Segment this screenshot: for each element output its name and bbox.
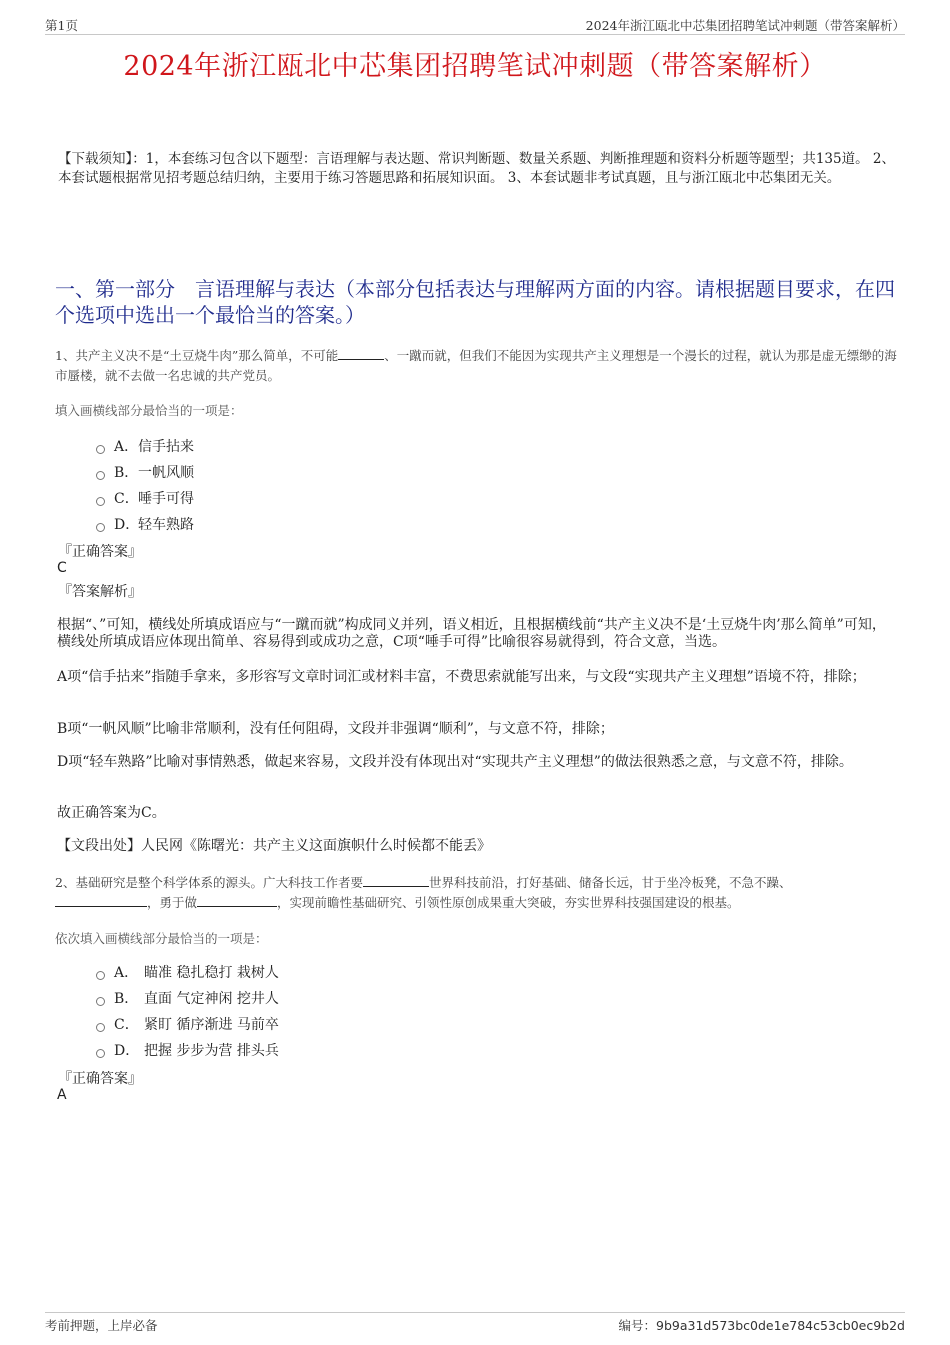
option-c[interactable]: C． 紧盯 循序渐进 马前卒 — [96, 1011, 279, 1037]
fill-blank — [55, 893, 147, 907]
fill-blank — [363, 873, 429, 887]
option-b[interactable]: B． 直面 气定神闲 挖井人 — [96, 985, 279, 1011]
radio-icon[interactable] — [96, 971, 105, 980]
question-2-text-part-d: ，实现前瞻性基础研究、引领性原创成果重大突破，夯实世界科技强国建设的根基。 — [277, 895, 740, 910]
question-2-text — [55, 873, 900, 913]
question-1-prompt: 填入画横线部分最恰当的一项是： — [55, 403, 243, 418]
analysis-conclusion: 故正确答案为C。 — [57, 805, 166, 821]
radio-icon[interactable] — [96, 445, 105, 454]
option-text: 唾手可得 — [138, 491, 194, 507]
analysis-paragraph: D项“轻车熟路”比喻对事情熟悉，做起来容易，文段并没有体现出对“实现共产主义理想”的做法很熟悉之意，与文意不符，排除。 — [57, 754, 853, 770]
question-1-text — [55, 346, 900, 386]
option-text: 紧盯 循序渐进 马前卒 — [144, 1017, 279, 1033]
question-1-options — [96, 433, 194, 537]
document-title: 2024年浙江瓯北中芯集团招聘笔试冲刺题（带答案解析） — [123, 51, 827, 82]
option-a[interactable]: A． 信手拈来 — [96, 433, 194, 459]
option-text: 信手拈来 — [138, 439, 194, 455]
option-text: 把握 步步为营 排头兵 — [144, 1043, 279, 1059]
analysis-paragraph: B项“一帆风顺”比喻非常顺利，没有任何阻碍，文段并非强调“顺利”，与文意不符，排除； — [57, 721, 614, 737]
option-c[interactable]: C． 唾手可得 — [96, 485, 194, 511]
option-text: 轻车熟路 — [138, 517, 194, 533]
fill-blank — [338, 346, 384, 360]
header-doc-title: 2024年浙江瓯北中芯集团招聘笔试冲刺题（带答案解析） — [585, 18, 905, 33]
answer-label: 『正确答案』 — [58, 1071, 142, 1087]
radio-icon[interactable] — [96, 523, 105, 532]
question-2-options — [96, 959, 279, 1063]
radio-icon[interactable] — [96, 997, 105, 1006]
code-value: 9b9a31d573bc0de1e784c53cb0ec9b2d — [656, 1318, 905, 1333]
answer-label: 『正确答案』 — [58, 544, 142, 560]
question-2-text-part-a: 2、基础研究是整个科学体系的源头。广大科技工作者要 — [55, 875, 363, 890]
correct-answer: C — [57, 560, 67, 576]
radio-icon[interactable] — [96, 1023, 105, 1032]
question-1-text-part-b: 、一蹴而就，但我们不能因为实现共产主义理想是一个漫长的过程，就认为那是虚无缥缈的海市蜃楼，就不去做一名忠诚的共产党员。 — [55, 348, 897, 383]
option-text: 瞄准 稳扎稳打 栽树人 — [144, 965, 279, 981]
radio-icon[interactable] — [96, 497, 105, 506]
document-code — [619, 1316, 905, 1334]
option-text: 一帆风顺 — [138, 465, 194, 481]
radio-icon[interactable] — [96, 471, 105, 480]
code-label: 编号： — [618, 1318, 657, 1333]
source-citation: 【文段出处】人民网《陈曙光：共产主义这面旗帜什么时候都不能丢》 — [57, 838, 491, 854]
correct-answer: A — [57, 1087, 67, 1103]
download-notice: 【下载须知】：1，本套练习包含以下题型：言语理解与表达题、常识判断题、数量关系题、判断推理题和资料分析题等题型；共135道。 2、本套试题根据常见招考题总结归纳，主要用于练习答题思路和拓展知识面。 3、本套试题非考试真题，且与浙江瓯北中芯集团无关。 — [58, 151, 895, 186]
question-1-text-part-a: 1、共产主义决不是“土豆烧牛肉”那么简单，不可能 — [55, 348, 339, 363]
option-d[interactable]: D． 把握 步步为营 排头兵 — [96, 1037, 279, 1063]
option-d[interactable]: D． 轻车熟路 — [96, 511, 194, 537]
page-number: 第1页 — [45, 18, 78, 33]
analysis-paragraph: 根据“、”可知，横线处所填成语应与“一蹴而就”构成同义并列，语义相近，且根据横线前“共产主义决不是‘土豆烧牛肉’那么简单”可知，横线处所填成语应体现出简单、容易得到或成功之意，C项“唾手可得”比喻很容易就得到，符合文意，当选。 — [57, 617, 886, 650]
analysis-paragraph: A项“信手拈来”指随手拿来，多形容写文章时词汇或材料丰富，不费思索就能写出来，与文段“实现共产主义理想”语境不符，排除； — [57, 669, 866, 685]
question-2-prompt: 依次填入画横线部分最恰当的一项是： — [55, 931, 268, 946]
question-2-text-part-c: ，勇于做 — [147, 895, 198, 910]
fill-blank — [197, 893, 277, 907]
option-a[interactable]: A． 瞄准 稳扎稳打 栽树人 — [96, 959, 279, 985]
footer-slogan: 考前押题，上岸必备 — [45, 1318, 158, 1333]
option-text: 直面 气定神闲 挖井人 — [144, 991, 279, 1007]
radio-icon[interactable] — [96, 1049, 105, 1058]
page-footer — [45, 1312, 905, 1333]
analysis-label: 『答案解析』 — [58, 584, 142, 600]
section-heading: 一、第一部分 言语理解与表达（本部分包括表达与理解两方面的内容。请根据题目要求，在四个选项中选出一个最恰当的答案。） — [55, 277, 895, 327]
page-header — [45, 14, 905, 35]
option-b[interactable]: B． 一帆风顺 — [96, 459, 194, 485]
question-2-text-part-b: 世界科技前沿，打好基础、储备长远，甘于坐冷板凳，不急不躁、 — [428, 875, 792, 890]
